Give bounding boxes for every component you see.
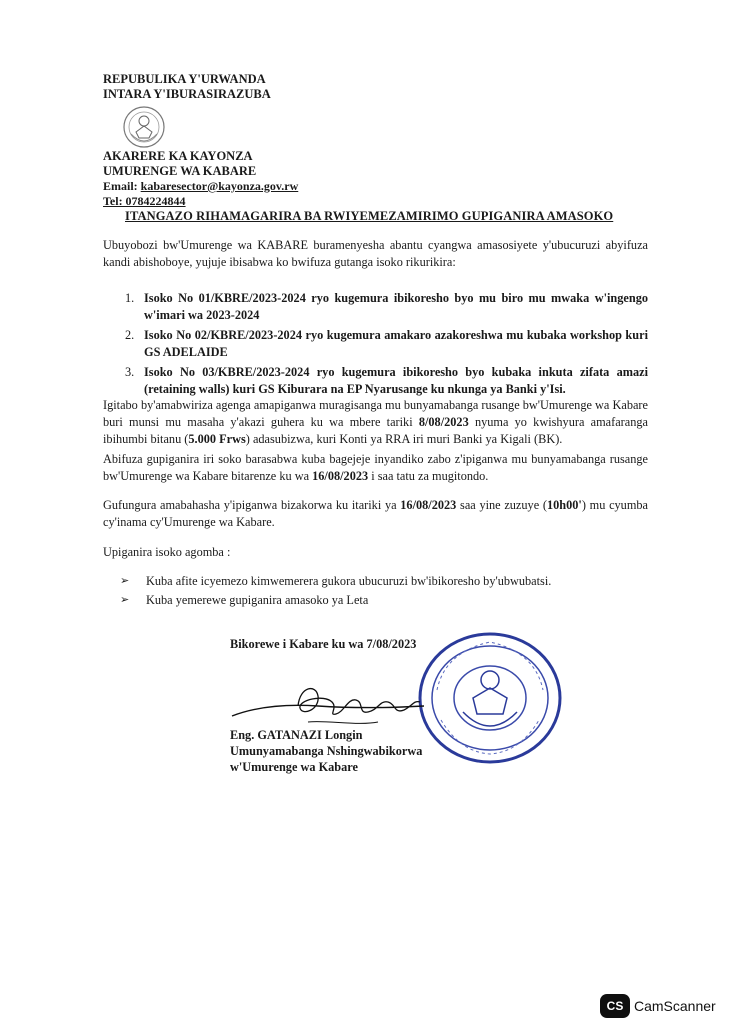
pickup-date: 8/08/2023 [418,415,469,429]
requirement-text: Kuba yemerewe gupiganira amasoko ya Leta [146,593,369,607]
opening-date: 16/08/2023 [400,498,457,512]
email-label: Email: [103,179,138,193]
notice-title: ITANGAZO RIHAMAGARIRA BA RWIYEMEZAMIRIMO GUPIGANIRA AMASOKO [125,209,614,223]
submission-date: 16/08/2023 [312,469,369,483]
submission-paragraph [103,451,648,485]
tender-text: Isoko No 03/KBRE/2023-2024 ryo kugemura ibikoresho byo kubaka inkuta zifata amazi (retaining walls) kuri GS Kiburara na EP Nyarusange ku nkunga ya Banki y'Isi. [144,365,648,396]
list-item [120,572,640,591]
intro-paragraph: Ubuyobozi bw'Umurenge wa KABARE buramenyesha abantu cyangwa amasosiyete y'ubucuruzi abyifuza kandi abishoboye, yujuje ibisabwa ko bwifuza gutanga isoko rikurikira: [103,238,648,269]
signatory-name: Eng. GATANAZI Longin [230,728,363,742]
email-line [103,179,298,194]
header-republic: REPUBULIKA Y'URWANDA [103,72,266,86]
list-number: 1. [125,291,135,305]
fee-amount: 5.000 Frws [188,432,246,446]
paragraph-text: saa yine zuzuye ( [456,498,547,512]
tender-text: Isoko No 02/KBRE/2023-2024 ryo kugemura amakaro azakoreshwa mu kubaka workshop kuri GS ADELAIDE [144,328,648,359]
camscanner-badge [600,994,716,1018]
paragraph-text: ) adasubizwa, kuri Konti ya RRA iri muri Banki ya Kigali (BK). [245,432,563,446]
signatory-role: Umunyamabanga Nshingwabikorwa [230,744,423,758]
tender-text: Isoko No 01/KBRE/2023-2024 ryo kugemura ibikoresho byo mu biro mu mwaka w'ingengo w'imari wa 2023-2024 [144,291,648,322]
requirement-text: Kuba afite icyemezo kimwemerera gukora ubucuruzi bw'ibikoresho by'ubwubatsi. [146,574,552,588]
email-link[interactable]: kabaresector@kayonza.gov.rw [140,179,299,193]
list-item [103,290,648,324]
opening-paragraph [103,497,648,531]
header-sector: UMURENGE WA KABARE [103,164,257,178]
paragraph-text: Abifuza gupiganira iri soko barasabwa kuba bagejeje inyandiko zabo z'ipiganwa mu bunyamabanga rusange bw'Umurenge wa Kabare bitarenze ku wa [103,452,648,483]
arrow-bullet-icon: ➢ [120,575,130,587]
list-number: 3. [125,365,135,379]
requirements-title: Upiganira isoko agomba : [103,545,231,559]
tender-list [103,290,648,401]
opening-time: 10h00' [546,498,582,512]
header-district: AKARERE KA KAYONZA [103,149,253,163]
header-province: INTARA Y'IBURASIRAZUBA [103,87,271,101]
paragraph-text: i saa tatu za mugitondo. [368,469,489,483]
paragraph-text: nyuma yo kwishyura amafaranga ibihumbi bitanu ( [103,415,648,446]
place-and-date: Bikorewe i Kabare ku wa 7/08/2023 [230,637,417,651]
official-stamp-icon [415,628,565,768]
document-pickup-paragraph [103,397,648,448]
paragraph-text: Gufungura amabahasha y'ipiganwa bizakorwa ku itariki ya [103,498,401,512]
signatory-sector: w'Umurenge wa Kabare [230,760,358,774]
telephone-line: Tel: 0784224844 [103,194,186,208]
requirements-list [120,572,640,610]
paragraph-text: Igitabo by'amabwiriza agenga amapiganwa muragisanga mu bunyamabanga rusange bw'Umurenge wa Kabare buri munsi mu masaha y'akazi guhera ku wa mbere tariki [103,398,648,429]
paragraph-text: ) mu cyumba cy'inama cy'Umurenge wa Kabare. [103,498,648,529]
list-number: 2. [125,328,135,342]
camscanner-label: CamScanner [634,998,716,1014]
list-item [120,591,640,610]
list-item [103,327,648,361]
arrow-bullet-icon: ➢ [120,594,130,606]
list-item [103,364,648,398]
camscanner-logo-icon: CS [600,994,630,1018]
rwanda-coat-of-arms-icon [121,104,167,150]
